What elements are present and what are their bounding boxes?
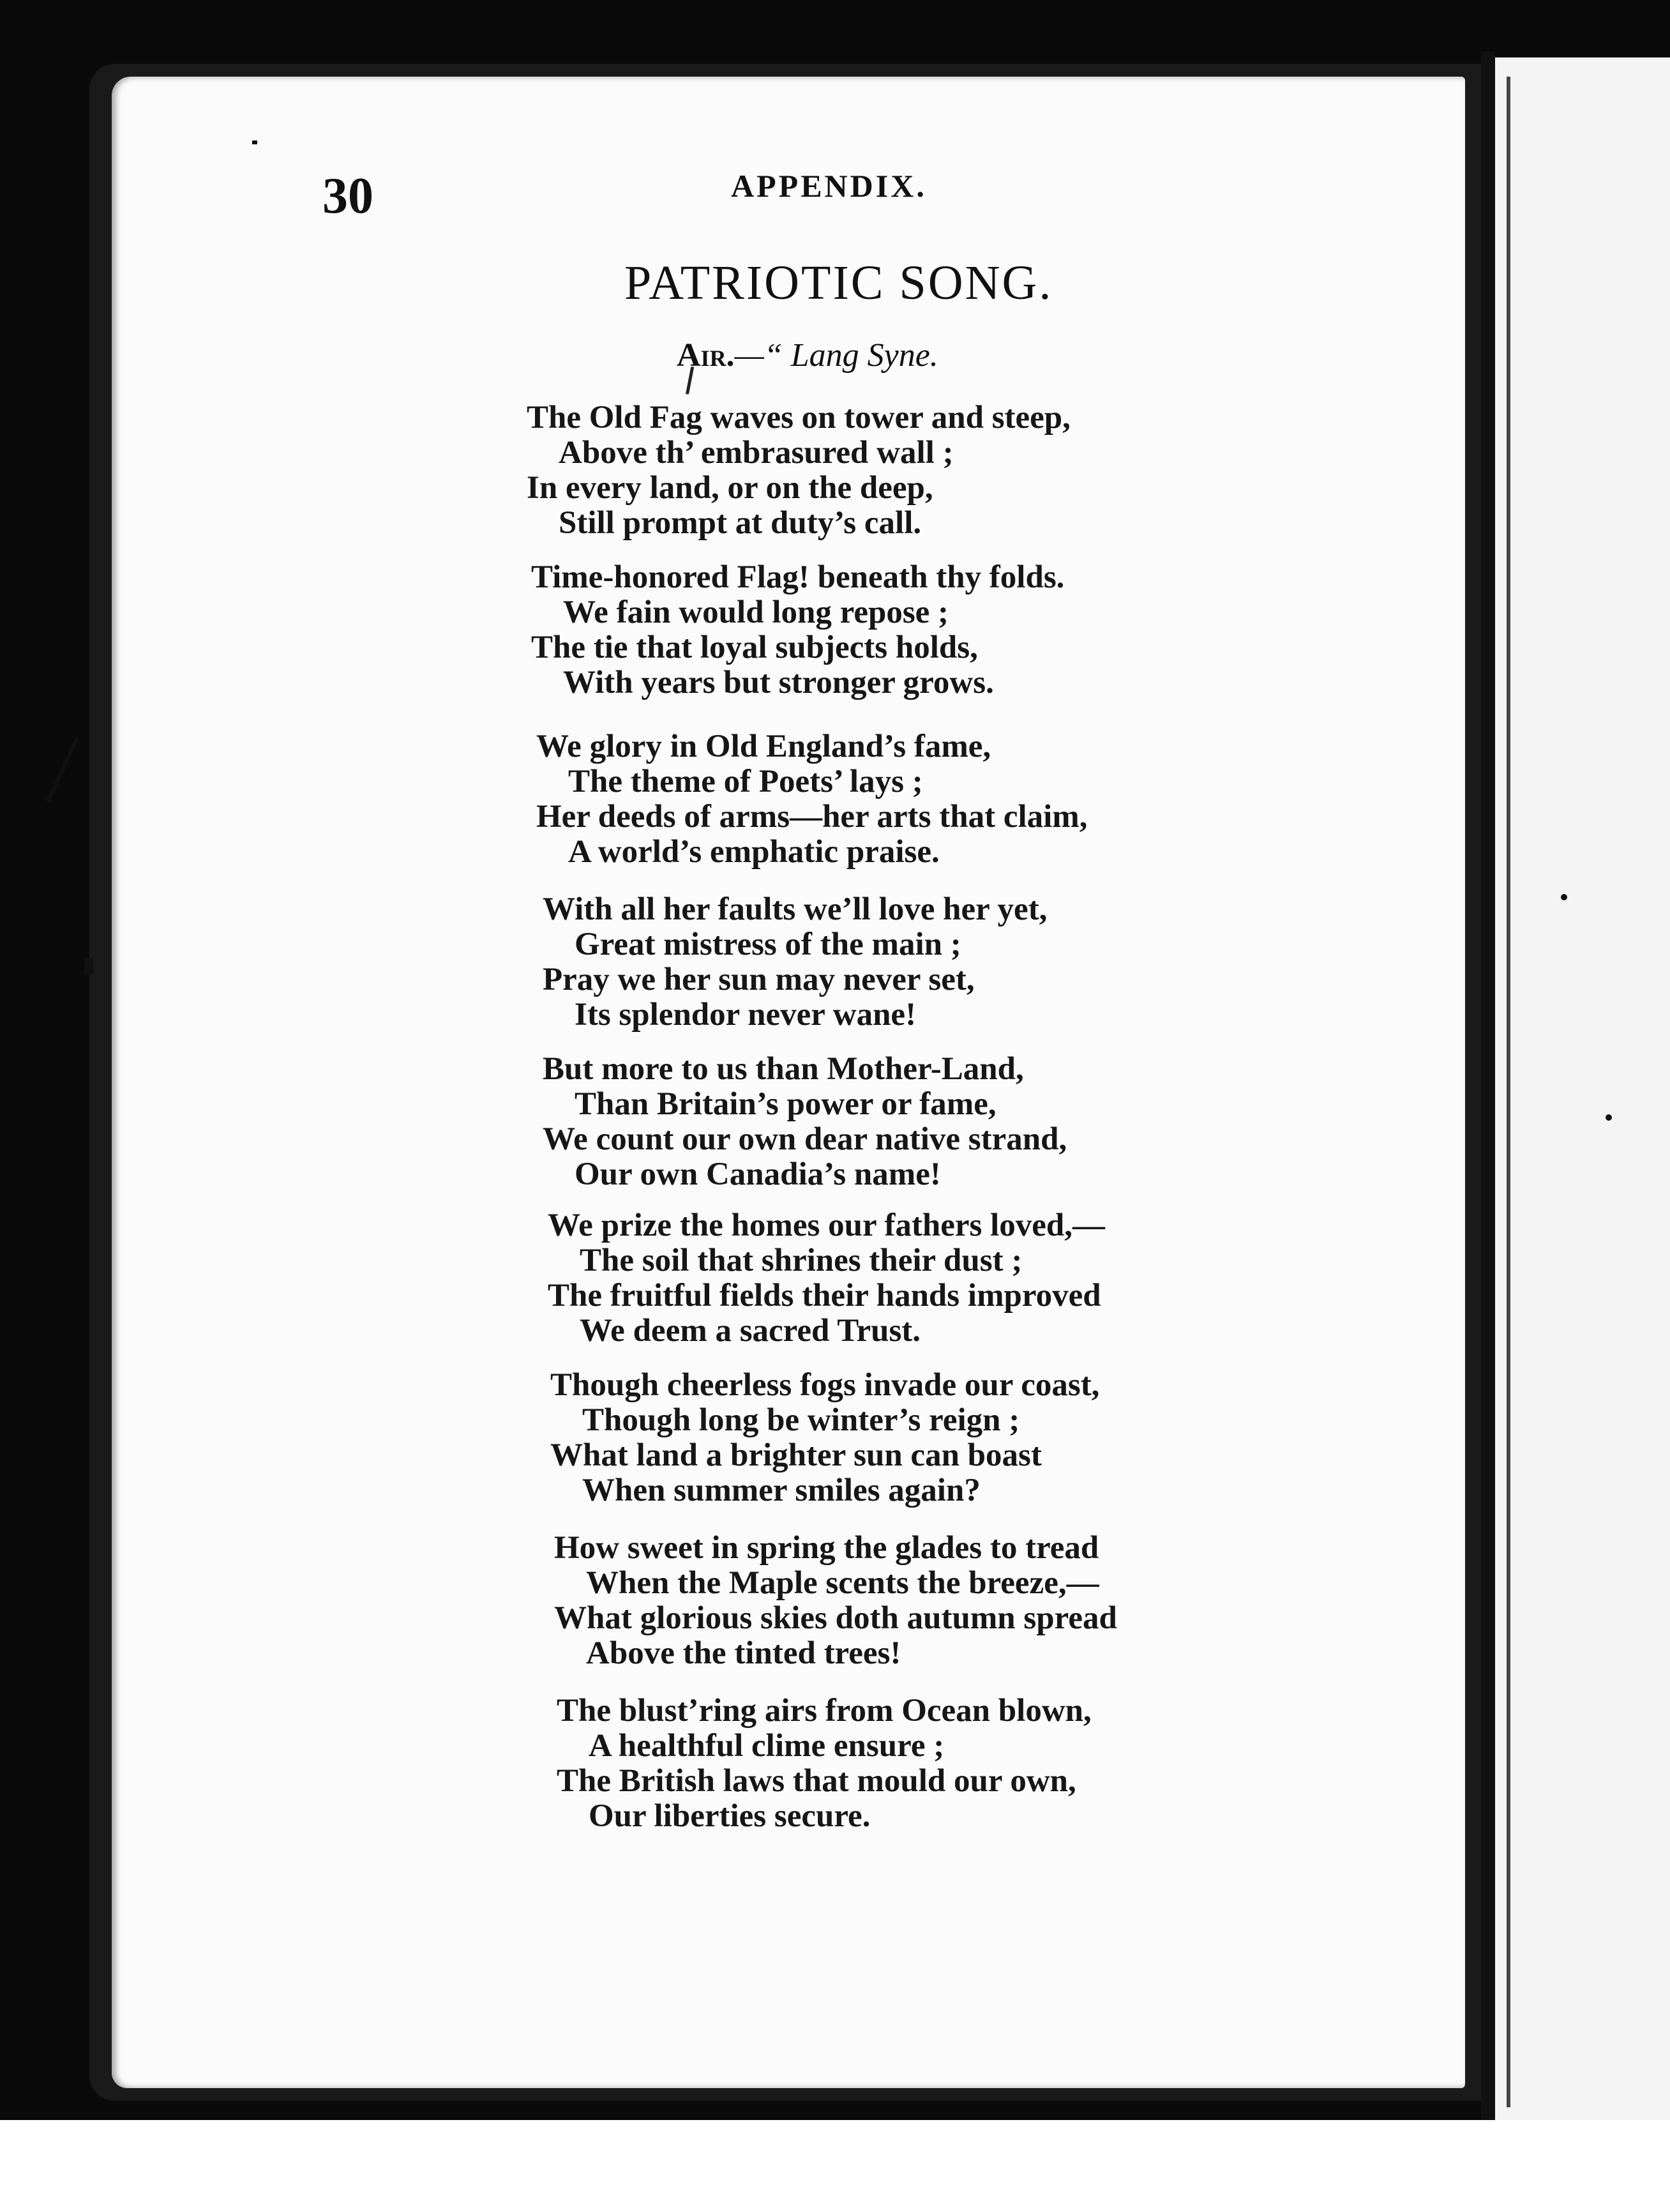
song-line: But more to us than Mother-Land, bbox=[543, 1051, 1024, 1087]
song-line: The fruitful fields their hands improved bbox=[548, 1278, 1101, 1314]
song-line: Though cheerless fogs invade our coast, bbox=[550, 1367, 1100, 1403]
song-line: Though long be winter’s reign ; bbox=[582, 1402, 1020, 1438]
scan-margin bbox=[0, 2120, 1670, 2212]
song-line: Above the tinted trees! bbox=[586, 1635, 901, 1671]
song-line: The soil that shrines their dust ; bbox=[580, 1243, 1023, 1278]
song-line: Great mistress of the main ; bbox=[575, 927, 961, 962]
song-line: We count our own dear native strand, bbox=[543, 1121, 1067, 1157]
song-line: Its splendor never wane! bbox=[575, 997, 917, 1033]
song-line: With all her faults we’ll love her yet, bbox=[543, 891, 1048, 927]
song-line: With years but stronger grows. bbox=[563, 665, 994, 701]
song-line: Above th’ embrasured wall ; bbox=[559, 435, 954, 471]
song-line: The tie that loyal subjects holds, bbox=[531, 630, 978, 665]
song-title: PATRIOTIC SONG. bbox=[624, 256, 1053, 310]
song-line: We prize the homes our fathers loved,— bbox=[548, 1208, 1106, 1243]
song-line: What land a brighter sun can boast bbox=[550, 1437, 1042, 1473]
song-line: Than Britain’s power or fame, bbox=[575, 1086, 997, 1122]
air-line bbox=[677, 337, 938, 374]
song-line: Our liberties secure. bbox=[589, 1798, 871, 1834]
song-line: Time-honored Flag! beneath thy folds. bbox=[531, 559, 1065, 595]
scan-mark bbox=[1606, 1114, 1612, 1121]
scan-mark bbox=[84, 958, 93, 976]
song-line: We glory in Old England’s fame, bbox=[536, 729, 991, 764]
song-line: When the Maple scents the breeze,— bbox=[586, 1565, 1099, 1601]
page-number: 30 bbox=[322, 168, 373, 224]
scan-mark bbox=[252, 140, 257, 144]
handwritten-annotation: l bbox=[684, 361, 695, 403]
song-line: The blust’ring airs from Ocean blown, bbox=[557, 1693, 1092, 1729]
song-line: We deem a sacred Trust. bbox=[580, 1313, 921, 1349]
song-line: Pray we her sun may never set, bbox=[543, 962, 975, 997]
song-line: A healthful clime ensure ; bbox=[589, 1728, 945, 1764]
running-head: APPENDIX. bbox=[731, 168, 927, 204]
song-line: In every land, or on the deep, bbox=[527, 470, 933, 506]
song-line: How sweet in spring the glades to tread bbox=[554, 1530, 1099, 1566]
song-line: The British laws that mould our own, bbox=[557, 1763, 1076, 1799]
song-line: Our own Canadia’s name! bbox=[575, 1156, 941, 1192]
book-gutter-shadow bbox=[1507, 77, 1510, 2107]
song-line: The theme of Poets’ lays ; bbox=[568, 764, 923, 799]
song-line: Still prompt at duty’s call. bbox=[559, 505, 922, 541]
book-gutter bbox=[1481, 51, 1495, 2120]
air-label: Air. bbox=[677, 337, 735, 374]
air-name: —“ Lang Syne. bbox=[734, 337, 938, 374]
song-line: A world’s emphatic praise. bbox=[568, 834, 940, 870]
song-line: We fain would long repose ; bbox=[563, 595, 949, 630]
song-line: Her deeds of arms—her arts that claim, bbox=[536, 799, 1088, 835]
song-line: What glorious skies doth autumn spread bbox=[554, 1600, 1117, 1636]
song-line: The Old Fag waves on tower and steep, bbox=[527, 400, 1071, 436]
song-line: When summer smiles again? bbox=[582, 1473, 981, 1508]
scan-mark bbox=[1561, 894, 1567, 900]
